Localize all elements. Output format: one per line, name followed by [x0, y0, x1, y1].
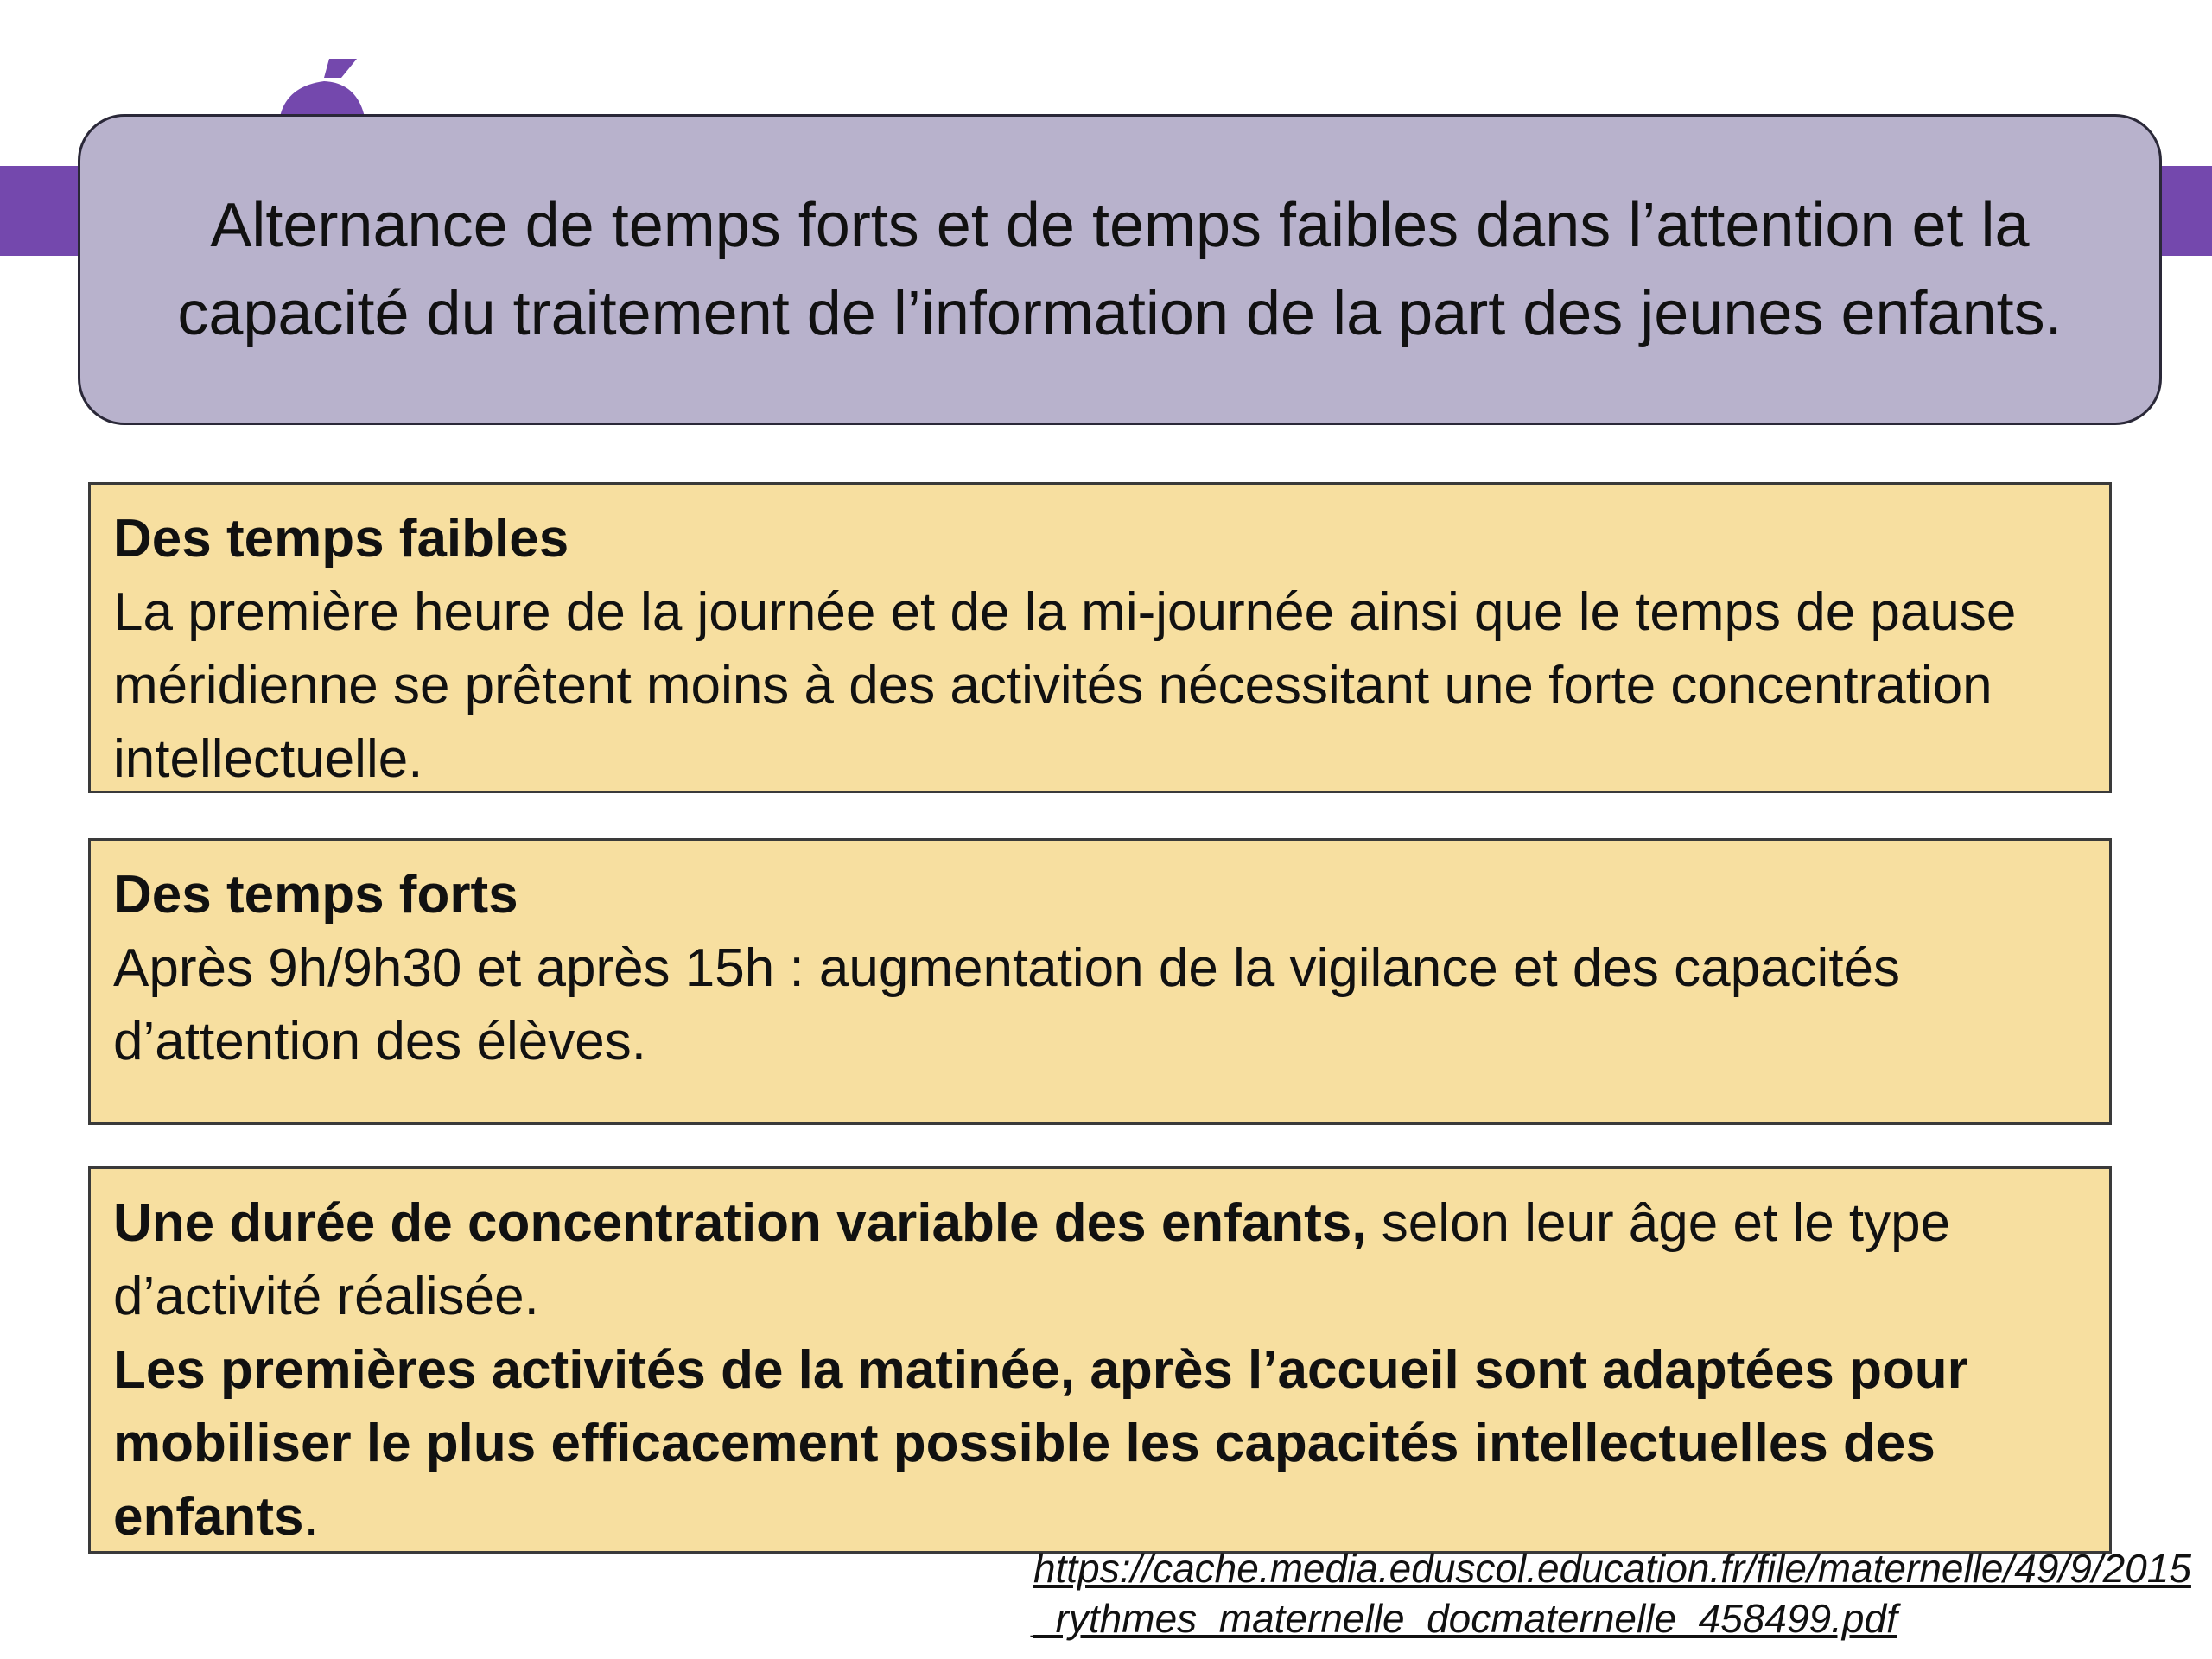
- card-temps-faibles: [88, 482, 2112, 793]
- source-link[interactable]: https://cache.media.eduscol.education.fr/file/maternelle/49/9/2015_rythmes_maternelle_docmaternelle_458499.pdf: [1033, 1546, 2191, 1641]
- card-heading: Des temps faibles: [113, 509, 569, 569]
- card-heading: Une durée de concentration variable des enfants,: [113, 1193, 1367, 1253]
- card-duree-concentration: [88, 1166, 2112, 1554]
- page-title: Alternance de temps forts et de temps faibles dans l’attention et la capacité du traitement de l’information de la part des jeunes enfants.: [177, 191, 2063, 348]
- title-box: [78, 114, 2162, 425]
- card-body: selon leur âge et le type d’activité réalisée.: [113, 1193, 1951, 1326]
- card-body: Après 9h/9h30 et après 15h : augmentation de la vigilance et des capacités d’attention des élèves.: [113, 938, 1901, 1071]
- logo-icon: [272, 52, 376, 121]
- card-emphasis-end: .: [303, 1487, 319, 1547]
- card-temps-forts: [88, 838, 2112, 1125]
- card-heading: Des temps forts: [113, 865, 518, 925]
- card-emphasis: Les premières activités de la matinée, après l’accueil sont adaptées pour mobiliser le plus efficacement possible les capacités intellectuelles des enfants: [113, 1340, 1968, 1547]
- card-body: La première heure de la journée et de la mi-journée ainsi que le temps de pause méridienne se prêtent moins à des activités nécessitant une forte concentration intellectuelle.: [113, 582, 2017, 789]
